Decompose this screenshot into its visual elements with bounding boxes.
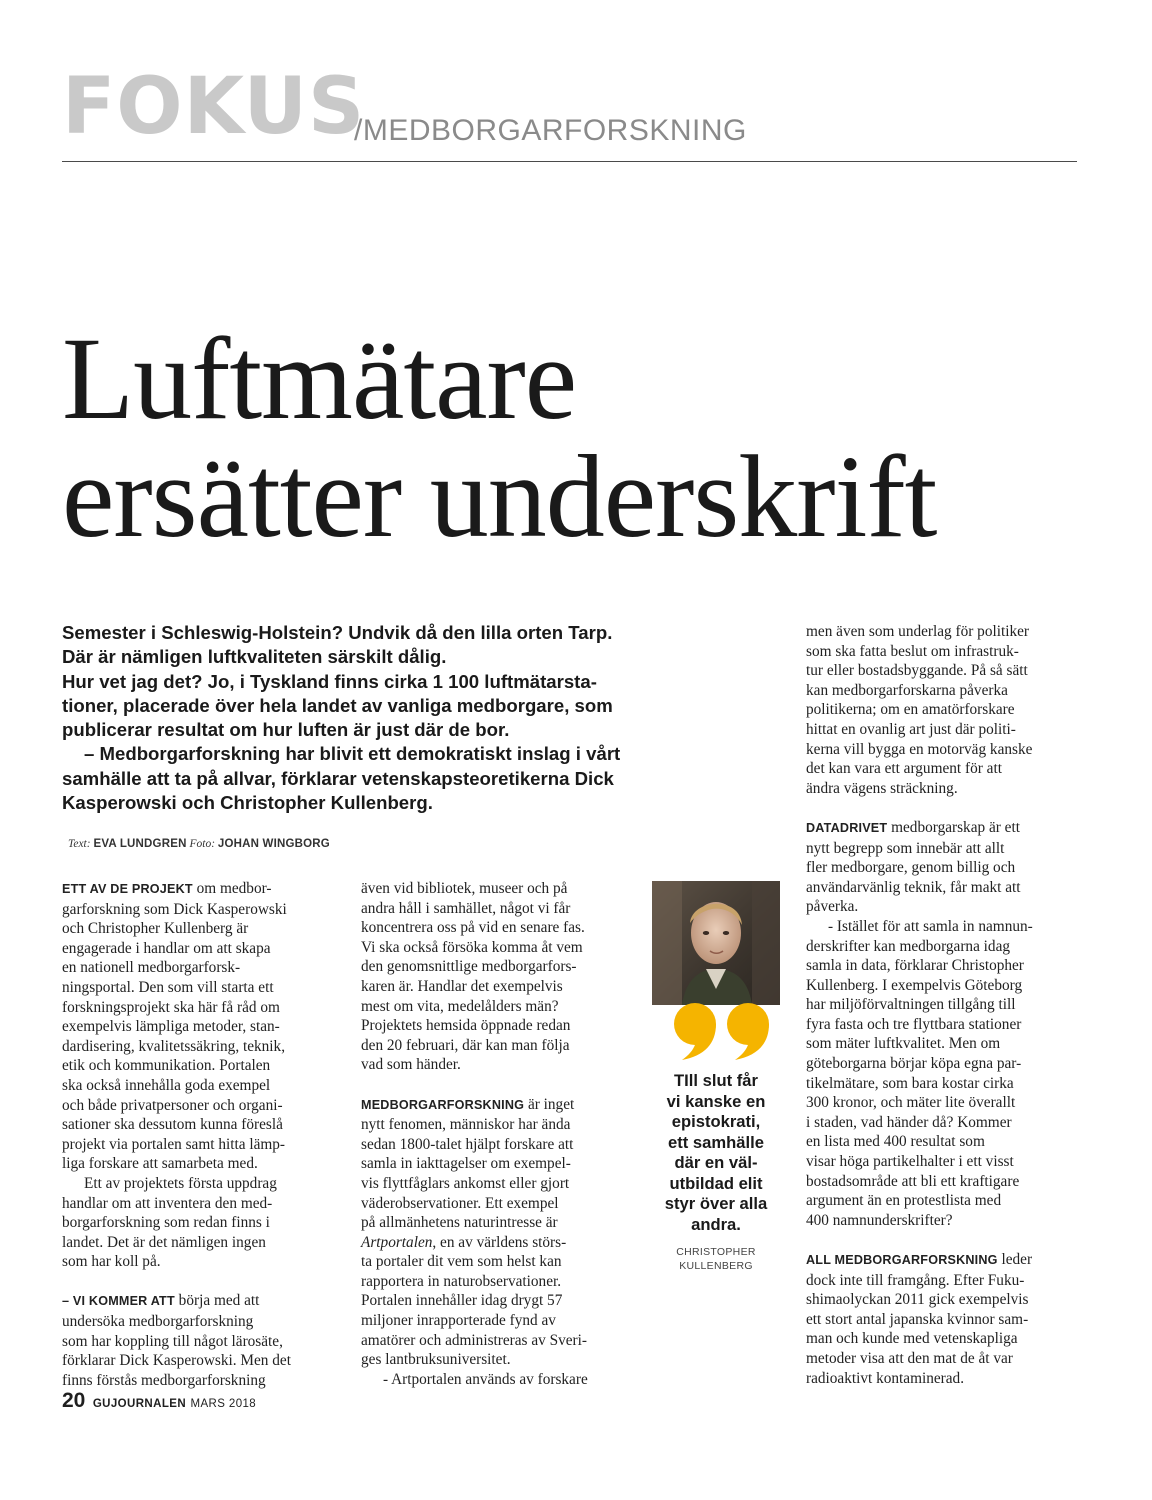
body-line: Kullenberg. I exempelvis Göteborg [806,976,1023,994]
body-line: liga forskare att samarbeta med. [62,1155,258,1173]
lead-line: – Medborgarforskning har blivit ett demokratiskt inslag i vårt [84,743,621,765]
body-line: - Artportalen används av forskare [383,1370,588,1388]
body-line: som mäter luftkvalitet. Men om [806,1035,1001,1053]
body-line: metoder visa att den mat de åt var [806,1349,1013,1367]
body-line: politikerna; om en amatörforskare [806,701,1015,719]
body-line: påverka. [806,898,859,916]
body-line: karen är. Handlar det exempelvis [361,977,563,995]
body-line: amatörer och administreras av Sveri- [361,1331,587,1349]
body-line: radioaktivt kontaminerad. [806,1369,965,1387]
body-line: handlar om att inventera den med- [62,1194,273,1212]
publication-name: GUJOURNALEN [92,1398,187,1410]
body-line: shimaolyckan 2011 gick exempelvis [806,1291,1029,1309]
body-column-3 [806,622,1081,1388]
section-kicker: FOKUS [62,62,366,152]
body-line: dock inte till framgång. Efter Fuku- [806,1271,1025,1289]
body-line: ska också innehålla goda exempel [62,1076,271,1094]
body-line: exempelvis lämpliga metoder, stan- [62,1018,280,1036]
body-line: koncentrera oss på vid en senare fas. [361,919,585,937]
pull-quote-line: TIll slut får [674,1071,758,1090]
byline-text-label: Text: [68,838,91,850]
body-line: förklarar Dick Kasperowski. Men det [62,1352,291,1370]
body-line: projekt via portalen samt hitta lämp- [62,1135,286,1153]
body-line: ändra vägens sträckning. [806,779,958,797]
body-line: man och kunde med vetenskapliga [806,1330,1018,1348]
body-line: dardisering, kvalitetssäkring, teknik, [62,1037,286,1055]
body-line: ges lantbruksuniversitet. [361,1351,511,1369]
body-line: ningsportal. Den som vill starta ett [62,978,274,996]
body-line: ta portaler dit vem som helst kan [361,1253,562,1271]
body-line: mest om vita, medelålders män? [361,997,559,1015]
pull-quote-line: styr över alla [664,1194,768,1213]
body-line: DATADRIVET medborgarskap är ett [806,818,1020,836]
body-line: ETT AV DE PROJEKT om medbor- [62,880,272,897]
paragraph-gap [62,1272,332,1292]
body-line: på allmänhetens naturintresse är [361,1214,558,1232]
byline-author: EVA LUNDGREN [93,838,187,850]
pull-quote-line: utbildad elit [669,1173,763,1193]
body-line: MEDBORGARFORSKNING är inget [361,1095,575,1113]
paragraph-lead-in: – VI KOMMER ATT [62,1294,175,1309]
body-line: användarvänlig teknik, får makt att [806,878,1021,896]
body-line: den 20 februari, där kan man följa [361,1036,570,1054]
paragraph-lead-in: ETT AV DE PROJEKT [62,882,193,896]
body-line: 400 namnunderskrifter? [806,1211,953,1229]
body-line: en lista med 400 resultat som [806,1133,985,1151]
body-line: har miljöförvaltningen tillgång till [806,996,1016,1014]
lead-line: tioner, placerade över hela landet av vanliga medborgare, som [62,694,613,716]
body-line: landet. Det är det nämligen ingen [62,1233,266,1251]
body-line: tur eller bostadsbyggande. På så sätt [806,662,1028,680]
body-line: engagerade i handlar om att skapa [62,939,271,957]
body-line: vis flyttfåglars ankomst eller gjort [361,1174,570,1192]
body-line: undersöka medborgarforskning [62,1313,254,1331]
issue-date: MARS 2018 [190,1398,257,1410]
lead-line: publicerar resultat om hur luften är just där de bor. [62,719,510,741]
body-line: ALL MEDBORGARFORSKNING leder [806,1251,1033,1268]
body-line: en nationell medborgarforsk- [62,959,241,977]
header-divider [62,161,1077,162]
portrait-illustration [652,881,780,1005]
body-line: – VI KOMMER ATT börja med att [62,1292,260,1310]
body-line: Projektets hemsida öppnade redan [361,1017,571,1035]
body-line: nytt fenomen, människor har ända [361,1116,571,1134]
body-line: väderobservationer. Ett exempel [361,1194,559,1212]
body-line: fyra fasta och tre flyttbara stationer [806,1015,1022,1033]
lead-line: Hur vet jag det? Jo, i Tyskland finns cirka 1 100 luftmätarsta- [62,670,597,692]
page-footer [62,1389,256,1413]
byline-photographer: JOHAN WINGBORG [217,838,330,850]
body-line: derskrifter kan medborgarna idag [806,937,1011,955]
byline [68,838,330,850]
body-line: som har koll på. [62,1253,161,1271]
paragraph-lead-in: MEDBORGARFORSKNING [361,1097,525,1112]
article-lead [62,621,702,815]
quote-attribution [652,1245,780,1273]
attribution-line: KULLENBERG [679,1260,753,1272]
body-line: - Istället för att samla in namnun- [828,917,1033,935]
body-line: men även som underlag för politiker [806,623,1030,640]
body-line: bostadsområde att bli ett kraftigare [806,1172,1020,1190]
body-line: samla in iakttagelser om exempel- [361,1155,571,1173]
body-line: tikelmätare, som bara kostar cirka [806,1074,1014,1092]
closing-quote-icon [668,1000,778,1067]
body-line: och både privatpersoner och organi- [62,1096,283,1114]
body-line: och Christopher Kullenberg är [62,920,249,938]
body-line: kerna vill bygga en motorväg kanske [806,740,1033,758]
paragraph-gap [361,1075,641,1095]
paragraph-gap [806,1230,1081,1250]
pull-quote-line: vi kanske en [666,1091,766,1111]
paragraph-lead-in: DATADRIVET [806,820,888,835]
body-line: etik och kommunikation. Portalen [62,1057,271,1075]
body-line: även vid bibliotek, museer och på [361,880,568,897]
body-line: borgarforskning som redan finns i [62,1214,270,1232]
emphasis: Artportalen [361,1233,433,1251]
pull-quote-line: där en väl- [674,1153,758,1172]
body-line: som ska fatta beslut om infrastruk- [806,642,1019,660]
body-line: rapportera in naturobservationer. [361,1272,562,1290]
pull-quote-line: andra. [691,1214,741,1234]
portrait-photo [652,881,780,1005]
lead-line: Kasperowski och Christopher Kullenberg. [62,792,433,814]
section-title: /MEDBORGARFORSKNING [354,114,747,147]
body-line: vad som händer. [361,1056,461,1074]
body-line: argument än en protestlista med [806,1192,1002,1210]
body-line: samla in data, förklarar Christopher [806,957,1024,975]
body-line: den genomsnittlige medborgarfors- [361,958,577,976]
body-line: Artportalen, en av världens störs- [361,1233,567,1251]
body-line: 300 kronor, och mäter lite överallt [806,1094,1016,1112]
body-line: miljoner inrapporterade fynd av [361,1312,556,1330]
body-line: sedan 1800-talet hjälpt forskare att [361,1135,574,1153]
pull-quote [652,1071,780,1235]
pull-quote-line: ett samhälle [668,1132,764,1152]
attribution-line: CHRISTOPHER [676,1246,756,1258]
lead-line: Semester i Schleswig-Holstein? Undvik då den lilla orten Tarp. [62,622,613,643]
body-line: fler medborgare, genom billig och [806,859,1016,877]
lead-line: samhälle att ta på allvar, förklarar vetenskapsteoretikerna Dick [62,767,614,789]
body-line: hittat en ovanlig art just där politi- [806,720,1016,738]
headline-line-1: Luftmätare [62,313,577,444]
lead-line: Där är nämligen luftkvaliteten särskilt dålig. [62,646,447,668]
body-line: det kan vara ett argument för att [806,760,1002,778]
body-line: garforskning som Dick Kasperowski [62,900,287,918]
body-line: sationer ska dessutom kunna föreslå [62,1116,283,1134]
body-line: finns förstås medborgarforskning [62,1371,266,1389]
byline-photo-label: Foto: [189,838,216,850]
body-line: kan medborgarforskarna påverka [806,681,1008,699]
body-line: Portalen innehåller idag drygt 57 [361,1292,563,1310]
body-line: nytt begrepp som innebär att allt [806,839,1005,857]
body-line: ett stort antal japanska kvinnor sam- [806,1310,1029,1328]
paragraph-lead-in: ALL MEDBORGARFORSKNING [806,1253,998,1267]
headline-line-2: ersätter underskrift [62,431,937,562]
body-line: Vi ska också försöka komma åt vem [361,938,583,956]
body-line: andra håll i samhället, något vi får [361,899,571,917]
body-line: visar höga partikelhalter i ett visst [806,1153,1014,1171]
paragraph-gap [806,798,1081,818]
body-line: forskningsprojekt ska här få råd om [62,998,280,1016]
body-column-2 [361,879,641,1389]
pull-quote-line: epistokrati, [671,1112,761,1131]
body-column-1 [62,879,332,1390]
body-line: i staden, vad händer då? Kommer [806,1113,1012,1131]
body-line: Ett av projektets första uppdrag [84,1174,277,1192]
body-line: som har koppling till något lärosäte, [62,1332,283,1350]
body-line: göteborgarna börjar köpa egna par- [806,1055,1022,1073]
page-number: 20 [62,1389,86,1412]
